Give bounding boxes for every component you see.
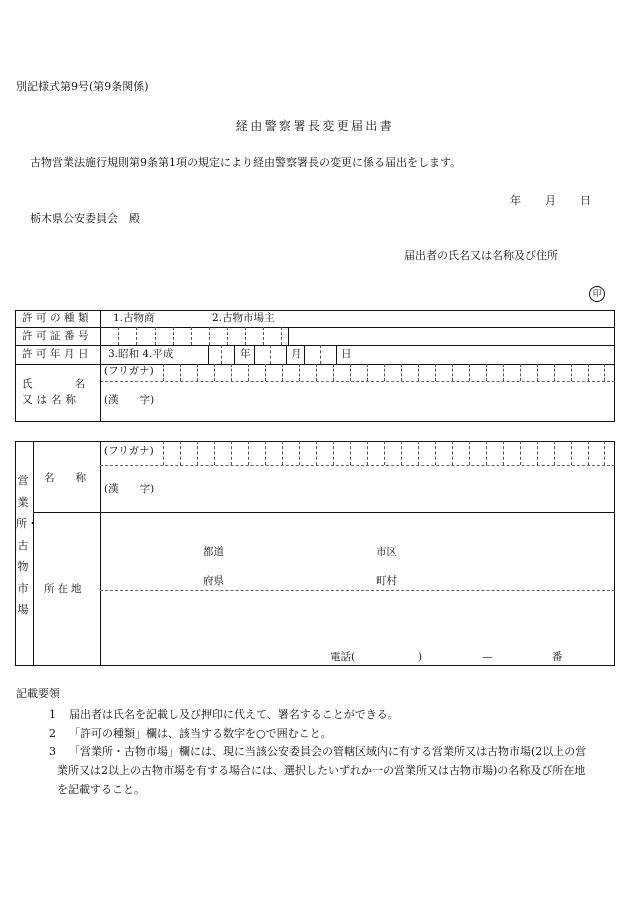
office-side-label: 営業所・古物市場 <box>16 474 38 616</box>
note-number: 3 <box>49 745 56 758</box>
phone-label: 電話( <box>330 651 356 663</box>
furigana-box-line <box>401 364 402 381</box>
date-divider <box>286 345 287 364</box>
row-divider <box>33 512 615 513</box>
furigana-box-line <box>486 364 487 381</box>
furigana-box-line <box>197 441 198 465</box>
furigana-box-line <box>418 441 419 465</box>
furigana-box-line <box>197 364 198 381</box>
furigana-box-line <box>435 441 436 465</box>
furigana-box-line <box>248 364 249 381</box>
furigana-box-line <box>588 441 589 465</box>
furigana-box-line <box>418 364 419 381</box>
document-title: 経由警察署長変更届出書 <box>235 119 395 133</box>
label-column-divider <box>100 310 101 422</box>
city-bottom-label: 町村 <box>376 575 397 587</box>
furigana-box-line <box>384 441 385 465</box>
digit-box-line <box>263 327 264 345</box>
date-divider <box>320 345 321 364</box>
furigana-box-line <box>265 441 266 465</box>
date-divider <box>221 345 222 364</box>
date-divider <box>270 345 271 364</box>
note-text: 「許可の種類」欄は、該当する数字を○で囲むこと。 <box>69 727 332 740</box>
office-location-label: 所在地 <box>44 583 85 595</box>
permit-date-month-label: 月 <box>291 348 302 360</box>
note-text-line: 「営業所・古物市場」欄には、現に当該公安委員会の管轄区域内に有する営業所又は古物市場(2以上の営 <box>69 745 587 758</box>
furigana-box-line <box>367 441 368 465</box>
furigana-box-line <box>214 364 215 381</box>
note-number: 2 <box>49 727 56 740</box>
furigana-box-line <box>435 364 436 381</box>
furigana-box-line <box>588 364 589 381</box>
phone-dash: — <box>482 651 493 663</box>
digit-box-end <box>288 327 289 345</box>
furigana-box-line <box>333 441 334 465</box>
address-line-divider <box>100 590 615 591</box>
furigana-box-line <box>571 364 572 381</box>
furigana-box-line <box>248 441 249 465</box>
furigana-box-line <box>520 441 521 465</box>
furigana-box-line <box>554 364 555 381</box>
furigana-box-line <box>231 364 232 381</box>
notes-title: 記載要領 <box>16 687 60 700</box>
phone-suffix: 番 <box>552 651 563 663</box>
permit-type-label: 許可の種類 <box>22 312 92 324</box>
digit-box-line <box>191 327 192 345</box>
date-divider <box>254 345 255 364</box>
furigana-box-line <box>282 441 283 465</box>
date-year: 年 <box>510 194 521 207</box>
furigana-box-line <box>231 441 232 465</box>
prefecture-bottom-label: 府県 <box>203 575 224 587</box>
row-divider <box>15 345 615 346</box>
furigana-box-line <box>452 364 453 381</box>
furigana-box-line <box>214 441 215 465</box>
date-divider <box>208 345 209 364</box>
furigana-box-line <box>282 364 283 381</box>
digit-box-line <box>209 327 210 345</box>
furigana-box-line <box>316 441 317 465</box>
furigana-box-line <box>350 364 351 381</box>
furigana-box-line <box>554 441 555 465</box>
permit-date-year-label: 年 <box>240 348 251 360</box>
digit-box-line <box>173 327 174 345</box>
date-divider <box>234 345 235 364</box>
furigana-box-line <box>469 364 470 381</box>
row-divider <box>15 327 615 328</box>
date-day: 日 <box>580 194 591 207</box>
addressee: 栃木県公安委員会 殿 <box>30 212 140 225</box>
furigana-box-line <box>163 364 164 381</box>
furigana-box-line <box>486 441 487 465</box>
office-kanji-label: (漢 字) <box>104 483 155 495</box>
furigana-box-line <box>333 364 334 381</box>
note-number: 1 <box>49 708 56 721</box>
permit-date-day-label: 日 <box>341 348 352 360</box>
furigana-box-line <box>316 364 317 381</box>
name-label-line2: 又は名称 <box>22 394 80 406</box>
permit-number-label: 許可証番号 <box>22 330 92 342</box>
digit-box-line <box>118 327 119 345</box>
furigana-box-line <box>503 441 504 465</box>
permit-date-label: 許可年月日 <box>22 348 92 360</box>
office-table-border <box>15 441 615 666</box>
furigana-divider <box>100 465 615 466</box>
office-furigana-label: (フリガナ) <box>104 445 154 457</box>
furigana-box-line <box>299 364 300 381</box>
name-kanji-label: (漢 字) <box>104 394 155 406</box>
seal-mark: 印 <box>589 286 605 302</box>
note-text: 届出者は氏名を記載し及び押印に代えて、署名することができる。 <box>69 708 399 721</box>
digit-box-line <box>245 327 246 345</box>
office-name-label: 名 称 <box>44 472 86 484</box>
furigana-box-line <box>180 364 181 381</box>
side-column-divider <box>33 441 34 666</box>
digit-box-line <box>136 327 137 345</box>
intro-text: 古物営業法施行規則第9条第1項の規定により経由警察署長の変更に係る届出をします。 <box>30 156 462 169</box>
note-text-line: 業所又は2以上の古物市場を有する場合には、選択したいずれか一の営業所又は古物市場)の名称及び所在地 <box>57 764 586 777</box>
furigana-box-line <box>520 364 521 381</box>
furigana-box-line <box>265 364 266 381</box>
date-divider <box>336 345 337 364</box>
furigana-divider <box>100 381 615 382</box>
furigana-box-line <box>604 441 605 465</box>
digit-box-line <box>227 327 228 345</box>
digit-box-line <box>155 327 156 345</box>
applicant-label: 届出者の氏名又は名称及び住所 <box>404 249 558 262</box>
furigana-box-line <box>503 364 504 381</box>
furigana-box-line <box>367 364 368 381</box>
furigana-box-line <box>401 441 402 465</box>
permit-type-option-1[interactable]: 1.古物商 <box>113 312 155 324</box>
furigana-box-line <box>537 441 538 465</box>
furigana-box-line <box>604 364 605 381</box>
furigana-box-line <box>469 441 470 465</box>
date-month: 月 <box>545 194 556 207</box>
furigana-box-line <box>571 441 572 465</box>
note-text-line: を記載すること。 <box>57 783 145 796</box>
phone-close-paren: ) <box>418 651 423 663</box>
furigana-box-line <box>452 441 453 465</box>
permit-type-option-2[interactable]: 2.古物市場主 <box>212 312 275 324</box>
furigana-box-line <box>384 364 385 381</box>
prefecture-top-label: 都道 <box>203 546 224 558</box>
furigana-box-line <box>537 364 538 381</box>
furigana-box-line <box>350 441 351 465</box>
city-top-label: 市区 <box>376 546 397 558</box>
permit-date-eras[interactable]: 3.昭和 4.平成 <box>108 348 174 360</box>
form-number: 別記様式第9号(第9条関係) <box>16 80 149 93</box>
furigana-box-line <box>180 441 181 465</box>
furigana-box-line <box>163 441 164 465</box>
digit-box-line <box>281 327 282 345</box>
furigana-box-line <box>299 441 300 465</box>
name-label-line1: 氏 名 <box>22 378 85 390</box>
name-furigana-label: (フリガナ) <box>104 365 154 377</box>
date-divider <box>304 345 305 364</box>
label-column-divider <box>100 441 101 666</box>
